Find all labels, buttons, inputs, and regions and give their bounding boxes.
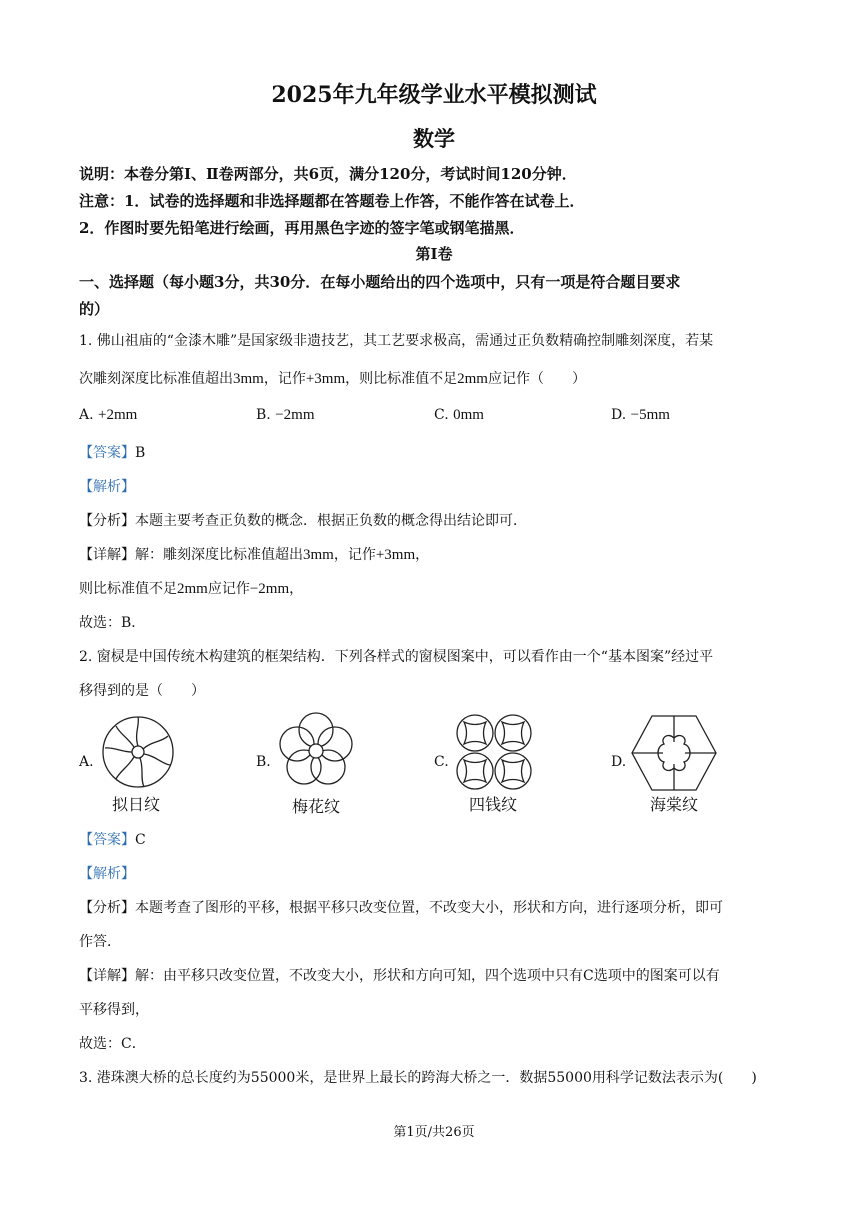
detail-text: ， <box>415 547 430 563</box>
q1-answer <box>79 442 145 462</box>
option-value: −5mm <box>630 407 670 423</box>
detail-tag: 【详解】 <box>79 547 135 563</box>
begonia-hexagon-icon <box>630 714 718 792</box>
instruction-line-1: 说明：本卷分第Ⅰ、Ⅱ卷两部分，共6页，满分120分，考试时间120分钟． <box>79 165 577 183</box>
subject-title: 数学 <box>413 126 455 151</box>
q1-choice: 故选：B． <box>79 615 146 631</box>
section-heading-line-1: 一、选择题（每小题3分，共30分．在每小题给出的四个选项中，只有一项是符合题目要求 <box>79 273 681 291</box>
option-value: −2mm <box>275 407 315 423</box>
detail-math: 2mm <box>177 581 208 597</box>
page-footer: 第1页/共26页 <box>393 1125 475 1140</box>
option-value: 0mm <box>453 407 484 423</box>
q2-fenxi-line-1 <box>79 897 723 917</box>
plum-blossom-icon <box>276 710 356 790</box>
answer-tag: 【答案】 <box>79 832 135 848</box>
q1-analysis-tag: 【解析】 <box>79 479 135 495</box>
detail-math: 3mm <box>303 547 334 563</box>
q1-stem-text: 应记作（ ） <box>487 371 586 387</box>
q2-caption-d: 海棠纹 <box>649 795 698 814</box>
q1-option-d <box>611 407 670 424</box>
q2-option-a-letter: A. <box>79 754 94 770</box>
detail-text: ， <box>289 581 304 597</box>
q2-analysis-tag: 【解析】 <box>79 866 135 882</box>
page-title: 2025年九年级学业水平模拟测试 <box>271 82 597 108</box>
q2-choice: 故选：C． <box>79 1036 146 1052</box>
instruction-line-3: 2．作图时要先铅笔进行绘画，再用黑色字迹的签字笔或钢笔描黑． <box>79 219 525 237</box>
option-letter: D. <box>611 407 627 423</box>
q1-value-3mm: 3mm <box>233 371 264 387</box>
fenxi-text: 本题主要考查正负数的概念．根据正负数的概念得出结论即可． <box>135 513 527 529</box>
q1-stem-text: 次雕刻深度比标准值超出 <box>79 371 233 387</box>
q2-caption-b: 梅花纹 <box>291 797 340 816</box>
q1-detail-line-2 <box>79 578 303 598</box>
q1-stem-text: ，则比标准值不足 <box>345 371 458 387</box>
q2-option-d-letter: D. <box>611 754 627 770</box>
q1-option-c <box>434 407 484 424</box>
q2-answer <box>79 829 146 849</box>
q1-stem-text: ，记作 <box>263 371 306 387</box>
q1-value-2mm: 2mm <box>457 371 488 387</box>
detail-math: +3mm <box>375 547 416 563</box>
detail-text: ，记作 <box>333 547 376 563</box>
detail-text: 应记作 <box>207 581 250 597</box>
q2-detail-line-1 <box>79 965 720 985</box>
q2-caption-a: 拟日纹 <box>111 795 160 814</box>
detail-text: 解：由平移只改变位置，不改变大小，形状和方向可知，四个选项中只有C选项中的图案可以有 <box>135 968 720 984</box>
q3-stem-line-1: 3. 港珠澳大桥的总长度约为55000米，是世界上最长的跨海大桥之一．数据55000用科学记数法表示为( ) <box>79 1070 757 1086</box>
four-coins-icon <box>454 712 534 792</box>
detail-math: −2mm <box>249 581 290 597</box>
option-letter: A. <box>79 407 94 423</box>
fenxi-tag: 【分析】 <box>79 900 135 916</box>
option-value: +2mm <box>98 407 138 423</box>
volume-heading: 第Ⅰ卷 <box>415 245 453 263</box>
option-letter: B. <box>256 407 271 423</box>
answer-value: B <box>135 445 146 461</box>
answer-value: C <box>135 832 146 848</box>
answer-tag: 【答案】 <box>79 445 135 461</box>
q1-fenxi <box>79 510 527 530</box>
fenxi-tag: 【分析】 <box>79 513 135 529</box>
instruction-line-2: 注意：1．试卷的选择题和非选择题都在答题卷上作答，不能作答在试卷上． <box>79 192 585 210</box>
sun-pattern-icon <box>100 714 176 790</box>
q1-detail-line-1 <box>79 544 429 564</box>
q1-stem-line-2 <box>79 368 586 388</box>
q1-option-b <box>256 407 315 424</box>
q2-fenxi-line-2: 作答． <box>79 934 121 950</box>
q2-detail-line-2: 平移得到， <box>79 1002 149 1018</box>
q2-stem-line-1: 2. 窗棂是中国传统木构建筑的框架结构．下列各样式的窗棂图案中，可以看作由一个“基本图案”经过平 <box>79 649 714 665</box>
option-letter: C. <box>434 407 449 423</box>
q1-value-plus3mm: +3mm <box>305 371 346 387</box>
q2-option-b-letter: B. <box>256 754 271 770</box>
q2-caption-c: 四钱纹 <box>468 795 517 814</box>
q2-stem-line-2: 移得到的是（ ） <box>79 683 205 699</box>
detail-text: 则比标准值不足 <box>79 581 177 597</box>
detail-tag: 【详解】 <box>79 968 135 984</box>
q2-option-c-letter: C. <box>434 754 449 770</box>
q1-stem-line-1: 1. 佛山祖庙的“金漆木雕”是国家级非遗技艺，其工艺要求极高，需通过正负数精确控制雕刻深度，若某 <box>79 333 714 349</box>
fenxi-text: 本题考查了图形的平移，根据平移只改变位置，不改变大小，形状和方向，进行逐项分析，即可 <box>135 900 723 916</box>
section-heading-line-2: 的） <box>79 300 110 318</box>
q1-option-a <box>79 407 137 424</box>
detail-text: 解：雕刻深度比标准值超出 <box>135 547 303 563</box>
